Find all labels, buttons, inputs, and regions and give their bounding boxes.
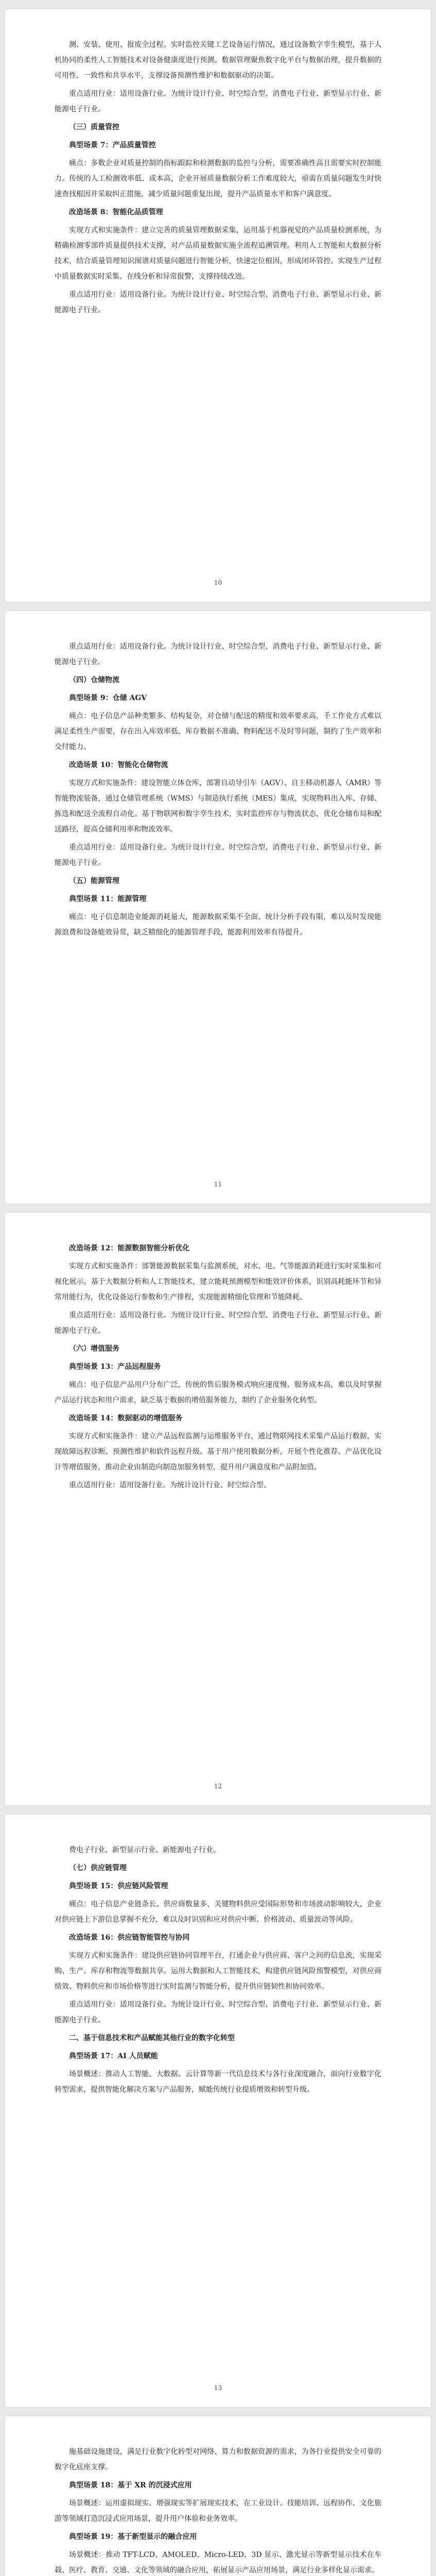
document-page — [5, 2416, 431, 2576]
section-heading: 典型场景 18：基于 XR 的沉浸式应用 — [69, 2481, 192, 2489]
body-paragraph: 重点适用行业：适用设备行业。为统计设计行业、时空综合型、消费电子行业、新型显示行业、新能源电子行业。 — [55, 90, 381, 113]
page-number: 11 — [214, 1181, 222, 1188]
section-heading: 典型场景 9：仓储 AGV — [69, 694, 147, 702]
body-paragraph: 重点适用行业：适用设备行业。为统计设计行业、时空综合型、消费电子行业、新型显示行业、新能源电子行业。 — [55, 1311, 381, 1335]
body-paragraph: 重点适用行业：适用设备行业。为统计设计行业、时空综合型、消费电子行业、新型显示行业、新能源电子行业。 — [55, 291, 381, 314]
document-page — [5, 1815, 431, 2407]
section-heading: 改造场景 10：智能化仓储物流 — [69, 761, 168, 769]
section-heading: 典型场景 13：产品远程服务 — [69, 1363, 161, 1371]
section-heading: （三）质量管控 — [69, 123, 119, 131]
document-page — [5, 1213, 431, 1805]
document-page — [5, 611, 431, 1204]
body-paragraph: 重点适用行业：适用设备行业。为统计设计行业、时空综合型、消费电子行业、新型显示行业、新能源电子行业。 — [55, 2001, 381, 2024]
body-paragraph: 场景概述：运用虚拟现实、增强现实等扩展现实技术，在工业设计、技能培训、远程协作、文化旅游等领域打造沉浸式应用场景，提升用户体验和业务效率。 — [55, 2499, 381, 2523]
section-heading: 典型场景 7：产品质量管控 — [69, 141, 156, 149]
section-heading: 改造场景 16：供应链智能管控与协同 — [69, 1934, 190, 1942]
section-heading: （七）供应链管理 — [69, 1864, 127, 1872]
body-paragraph: 实现方式和实施条件：建设供应链协同管理平台，打通企业与供应商、客户之间的信息流，实现采购、生产、库存和物流等数据共享。运用大数据和人工智能技术，构建供应链风险预警模型，对供应商绩效、物料供应和市场价格等进行实时监测与智能分析，提升供应链韧性和协同效率。 — [55, 1952, 381, 1991]
body-paragraph: 重点适用行业：适用设备行业。为统计设计行业、时空综合型、消费电子行业、新型显示行业、新能源电子行业。 — [55, 843, 381, 867]
body-paragraph: 痛点：电子信息产品用户分布广泛，传统的售后服务模式响应速度慢、服务成本高，难以及时掌握产品运行状态和用户需求，缺乏基于数据的增值服务能力，制约了企业服务化转型。 — [55, 1381, 381, 1404]
page-number: 10 — [214, 579, 222, 586]
body-paragraph: 痛点：多数企业对质量控制的指标跟踪和检测数据的监控与分析，需要准确性高且需要实时控制能力。传统的人工检测效率低、成本高，企业开展质量数据分析工作难度较大，亟需在质量问题发生时快速查找根因并采取纠正措施，减少质量问题重复出现，提升产品质量水平和客户满意度。 — [55, 159, 381, 198]
body-paragraph: 痛点：电子信息制造业能源消耗量大，能源数据采集不全面、统计分析手段有限，难以及时发现能源浪费和设备能效异常，缺乏精细化的能源管理手段，能源利用效率有待提升。 — [55, 913, 381, 937]
body-paragraph: 实现方式和实施条件：建立产品远程监测与运维服务平台，通过物联网技术采集产品运行数据，实现故障远程诊断、预测性维护和软件远程升级。基于用户使用数据分析，开展个性化推荐、产品优化设计等增值服务，推动企业由制造向制造加服务转型，提升用户满意度和产品附加值。 — [55, 1432, 381, 1471]
body-paragraph: 重点适用行业：适用设备行业。为统计设计行业、时空综合型、 — [69, 1481, 271, 1489]
body-paragraph: 痛点：电子信息产品种类繁多、结构复杂，对仓储与配送的精度和效率要求高，手工作业方式难以满足柔性生产需要，存在出入库效率低、库存数据不准确、物料配送不及时等问题，制约了生产效率和交付能力。 — [55, 712, 381, 751]
section-heading: 典型场景 19：基于新型显示的融合应用 — [69, 2533, 197, 2541]
body-paragraph: 费电子行业、新型显示行业、新能源电子行业。 — [69, 1846, 220, 1854]
body-paragraph: 重点适用行业：适用设备行业。为统计设计行业、时空综合型、消费电子行业、新型显示行业、新能源电子行业。 — [55, 642, 381, 666]
section-heading: 改造场景 14：数据驱动的增值服务 — [69, 1414, 183, 1422]
body-paragraph: 场景概述：推动人工智能、大数据、云计算等新一代信息技术与各行业深度融合，面向行业数字化转型需求，提供智能化解决方案与产品服务，赋能传统行业提质增效和转型升级。 — [55, 2070, 381, 2094]
section-heading: 典型场景 15：供应链风险管理 — [69, 1882, 168, 1890]
section-heading: 典型场景 17：AI 人员赋能 — [69, 2052, 158, 2060]
body-paragraph: 施基础设施建设，满足行业数字化转型对网络、算力和数据资源的需求，为各行业提供安全可靠的数字化底座支撑。 — [55, 2448, 381, 2471]
document-page — [5, 9, 431, 602]
section-heading: 典型场景 11：能源管理 — [69, 895, 147, 903]
body-paragraph: 实现方式和实施条件：部署能源数据采集与监测系统，对水、电、气等能源消耗进行实时采集和可视化展示。基于大数据分析和人工智能技术，建立能耗预测模型和能效评价体系，识别高耗能环节和异常用能行为，优化设备运行参数和生产排程，实现能源精细化管理和节能降耗。 — [55, 1262, 381, 1301]
body-paragraph: 痛点：电子信息产业链条长、供应商数量多，关键物料供应受国际形势和市场波动影响较大，企业对供应链上下游信息掌握不充分，难以及时识别和应对供应中断、价格波动、质量波动等风险。 — [55, 1900, 381, 1924]
page-number: 13 — [214, 2384, 222, 2392]
section-heading: （四）仓储物流 — [69, 676, 119, 684]
section-heading: （六）增值服务 — [69, 1345, 119, 1353]
body-paragraph: 实现方式和实施条件：建设智能立体仓库，部署自动导引车（AGV）、自主移动机器人（AMR）等智能物流装备，通过仓储管理系统（WMS）与制造执行系统（MES）集成，实现物料出入库、存储、拣选和配送全流程自动化。基于物联网和数字孪生技术，实时监控库存与物流状态，优化仓储布局和配送路径，提高仓储利用率和物流效率。 — [55, 779, 381, 834]
section-heading: （五）能源管理 — [69, 877, 119, 885]
body-paragraph: 场景概述：推动 TFT-LCD、AMOLED、Micro-LED、3D 显示、激光显示等新型显示技术在车载、医疗、教育、交通、文化等领域的融合应用，拓展显示产品应用场景，满足行业多样化显示需求。 — [55, 2551, 381, 2574]
body-paragraph: 测、安装、使用、报废全过程。实时监控关键工艺设备运行情况，通过设备数字孪生模型，基于人机协同的柔性人工智能技术对设备健康度进行预测。数据管理聚焦数字化平台与数据治理，提升数据的可用性、一致性和共享水平，支撑设备预测性维护和数据驱动的决策。 — [55, 41, 381, 80]
section-heading: 改造场景 12：能源数据智能分析优化 — [69, 1244, 190, 1252]
page-number: 12 — [214, 1783, 222, 1790]
section-heading: 二、基于信息技术和产品赋能其他行业的数字化转型 — [69, 2034, 235, 2042]
body-paragraph: 实现方式和实施条件：建立完善的质量管理数据采集，运用基于机器视觉的产品质量检测系统，为精确检测零部件质量提供技术支撑，对产品质量数据实施全流程追溯管理。利用人工智能和大数据分析技术，结合质量管理知识图谱对质量问题进行智能分析，快速定位根因，形成闭环管控。实现生产过程中质量数据实时采集、在线分析和异常报警，支撑持续改进。 — [55, 226, 381, 281]
section-heading: 改造场景 8：智能化品质管理 — [69, 208, 163, 216]
